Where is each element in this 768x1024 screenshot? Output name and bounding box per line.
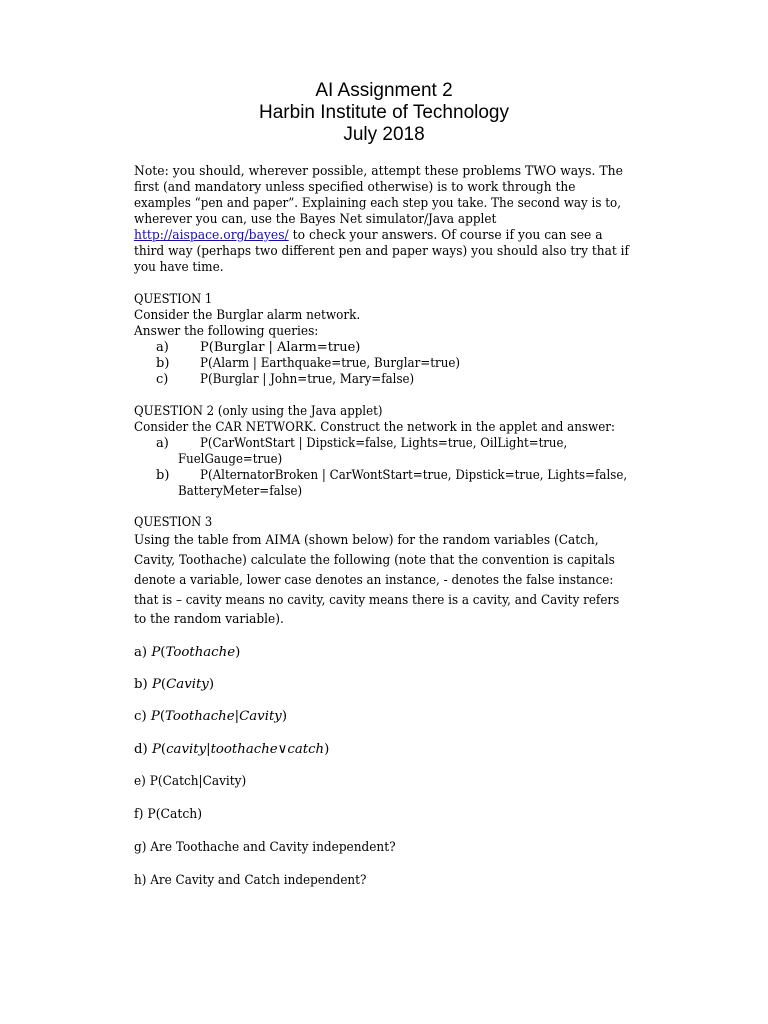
- part-marker: d): [134, 742, 152, 757]
- note-line: [134, 228, 603, 244]
- paren: (: [160, 742, 167, 757]
- variable: Toothache: [165, 645, 236, 660]
- list-marker: c): [156, 372, 169, 387]
- question-3-part-f: f) P(Catch): [134, 807, 203, 822]
- variable: Cavity: [166, 677, 209, 692]
- part-marker: b): [134, 677, 152, 692]
- note-line: third way (perhaps two different pen and paper ways) you should also try that if: [134, 244, 629, 259]
- institution-name: Harbin Institute of Technology: [259, 102, 509, 123]
- prob-symbol: P: [151, 645, 161, 660]
- list-item-text: P(Alarm | Earthquake=true, Burglar=true): [200, 356, 461, 371]
- question-3-part-e: e) P(Catch|Cavity): [134, 774, 247, 789]
- paren: ): [324, 742, 330, 757]
- question-3-text: that is – cavity means no cavity, cavity means there is a cavity, and Cavity refers: [134, 593, 620, 608]
- question-3-part-d: [134, 742, 329, 758]
- question-1-heading: QUESTION 1: [134, 292, 213, 307]
- variable: catch: [287, 742, 325, 757]
- paren: (: [160, 677, 167, 692]
- list-item-text: FuelGauge=true): [178, 452, 283, 467]
- question-1-text: Answer the following queries:: [134, 324, 319, 339]
- prob-symbol: P: [151, 742, 161, 757]
- list-item-text: P(CarWontStart | Dipstick=false, Lights=true, OilLight=true,: [200, 436, 568, 451]
- given-bar: |: [234, 709, 240, 724]
- question-3-text: Cavity, Toothache) calculate the following (note that the convention is capitals: [134, 553, 615, 568]
- question-3-part-h: h) Are Cavity and Catch independent?: [134, 873, 367, 888]
- question-3-text: Using the table from AIMA (shown below) for the random variables (Catch,: [134, 533, 599, 548]
- paren: ): [281, 709, 288, 724]
- list-item-text: P(AlternatorBroken | CarWontStart=true, Dipstick=true, Lights=false,: [200, 468, 628, 483]
- bayes-applet-link[interactable]: http://aispace.org/bayes/: [134, 228, 289, 243]
- list-item-text: BatteryMeter=false): [178, 484, 303, 499]
- list-marker: a): [156, 436, 169, 451]
- variable: Toothache: [165, 709, 235, 724]
- question-3-heading: QUESTION 3: [134, 515, 213, 530]
- prob-symbol: P: [150, 709, 160, 724]
- prob-symbol: P: [151, 677, 161, 692]
- note-line-rest: to check your answers. Of course if you can see a: [288, 228, 603, 243]
- paren: ): [235, 645, 241, 660]
- variable: Cavity: [239, 709, 282, 724]
- note-line: you have time.: [134, 260, 224, 275]
- part-marker: a): [134, 645, 152, 660]
- note-line: wherever you can, use the Bayes Net simulator/Java applet: [134, 212, 497, 227]
- paren: ): [208, 677, 215, 692]
- question-2-text: Consider the CAR NETWORK. Construct the network in the applet and answer:: [134, 420, 615, 435]
- question-1-text: Consider the Burglar alarm network.: [134, 308, 361, 323]
- list-marker: b): [156, 356, 170, 371]
- note-line: examples “pen and paper”. Explaining each step you take. The second way is to,: [134, 196, 622, 211]
- list-marker: b): [156, 468, 170, 483]
- paren: (: [159, 709, 166, 724]
- list-item-text: P(Burglar | John=true, Mary=false): [200, 372, 415, 387]
- assignment-date: July 2018: [343, 124, 425, 145]
- question-3-part-b: [134, 677, 214, 693]
- list-item-text: P(Burglar | Alarm=true): [200, 340, 361, 355]
- question-3-text: to the random variable).: [134, 612, 284, 627]
- or-symbol: ∨: [277, 742, 288, 757]
- question-3-part-g: g) Are Toothache and Cavity independent?: [134, 840, 396, 855]
- question-3-text: denote a variable, lower case denotes an instance, - denotes the false instance:: [134, 573, 614, 588]
- list-marker: a): [156, 340, 169, 355]
- variable: cavity: [166, 742, 207, 757]
- paren: (: [160, 645, 166, 660]
- part-marker: c): [134, 709, 151, 724]
- question-3-part-c: [134, 709, 287, 725]
- assignment-title: AI Assignment 2: [315, 80, 453, 101]
- given-bar: |: [206, 742, 211, 757]
- question-2-heading: QUESTION 2 (only using the Java applet): [134, 404, 383, 419]
- note-line: first (and mandatory unless specified otherwise) is to work through the: [134, 180, 576, 195]
- variable: toothache: [210, 742, 278, 757]
- question-3-part-a: [134, 645, 240, 661]
- note-line: Note: you should, wherever possible, attempt these problems TWO ways. The: [134, 164, 623, 179]
